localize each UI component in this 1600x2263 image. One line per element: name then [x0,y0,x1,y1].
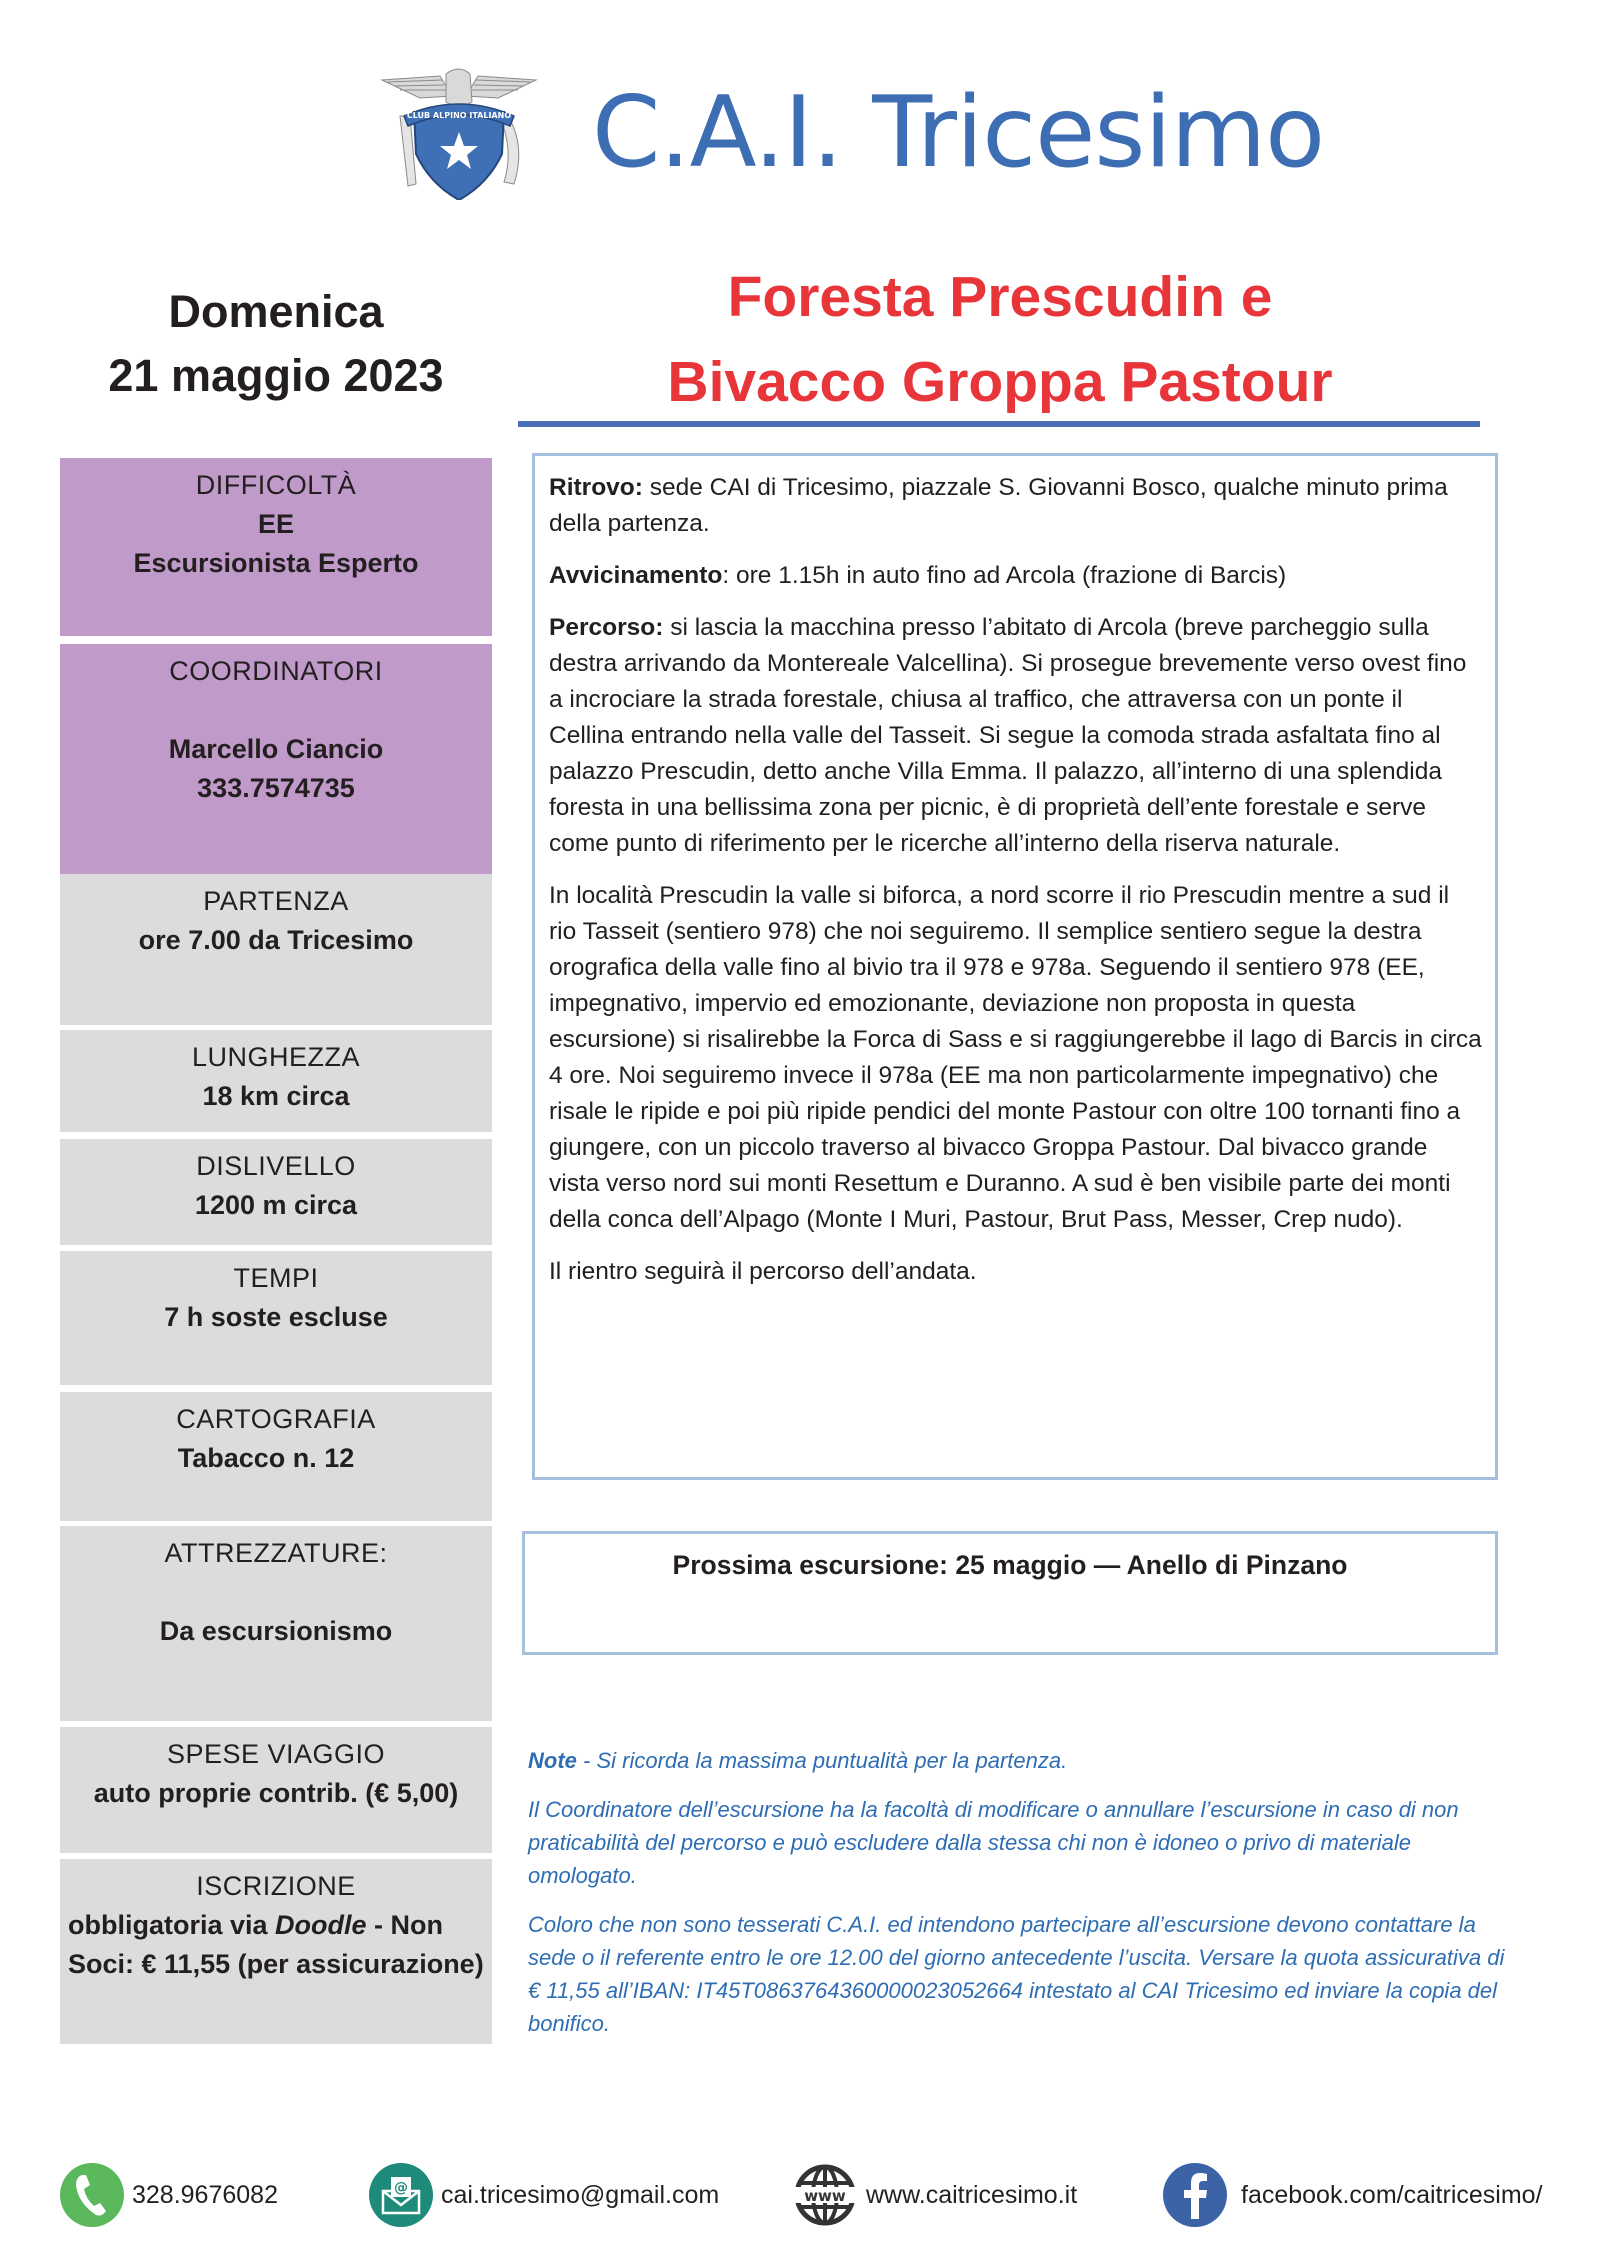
non-member-paragraph: Coloro che non sono tesserati C.A.I. ed intendono partecipare all’escursione devono contattare la sede o il referente entro le ore 12.00 del giorno antecedente l’uscita. Versare la quota assicurativa di € 11,55 all’IBAN: IT45T0863764360000023052664 intestato al CAI Tricesimo ed inviare la copia del bonifico. [528,1912,1505,2036]
info-label: SPESE VIAGGIO [166,1739,386,1769]
note-text: - Si ricorda la massima puntualità per la partenza. [576,1748,1068,1773]
event-title [520,255,1480,425]
info-box-coordinators [60,644,492,874]
info-label: DIFFICOLTÀ [195,470,357,500]
note-label: Note [528,1748,577,1773]
approach-paragraph [549,558,1483,594]
facebook-url[interactable]: facebook.com/caitricesimo/ [1241,2180,1543,2209]
info-box-travel-costs [60,1727,492,1853]
svg-text:www: www [804,2187,846,2205]
meeting-point-text: sede CAI di Tricesimo, piazzale S. Giovanni Bosco, qualche minuto prima della partenza. [549,474,1448,537]
info-box-cartography [60,1392,492,1521]
email-icon [369,2163,433,2227]
globe-www-icon [792,2163,858,2227]
organization-title: C.A.I. Tricesimo [592,76,1325,190]
info-label: ATTREZZATURE: [164,1538,388,1568]
info-label: DISLIVELLO [196,1151,356,1181]
footer-phone[interactable] [60,2160,278,2230]
approach-text: : ore 1.15h in auto fino ad Arcola (frazione di Barcis) [722,562,1287,589]
info-label: COORDINATORI [169,656,383,686]
footer-facebook[interactable] [1163,2160,1543,2230]
note-paragraph [528,1744,1518,1777]
phone-number[interactable]: 328.9676082 [132,2180,278,2209]
info-label: ISCRIZIONE [196,1871,356,1901]
info-box-registration [60,1859,492,2044]
meeting-point-label: Ritrovo: [549,474,643,501]
info-label: LUNGHEZZA [191,1042,361,1072]
info-value: 18 km circa [202,1081,350,1111]
route-label: Percorso: [549,614,664,641]
route-text: si lascia la macchina presso l’abitato di Arcola (breve parcheggio sulla destra arrivando da Montereale Valcellina). Si prosegue brevemente verso ovest fino a incrociare la strada forestale, chiusa al traffico, che attraversa con un ponte il Cellina entrando nella valle del Tasseit. Si segue la comoda strada asfaltata fino al palazzo Prescudin, detto anche Villa Emma. Il palazzo, all’interno di una splendida foresta in una bellissima zona per picnic, è di proprietà dell’ente forestale e serve come punto di riferimento per le ricerche all’interno della riserva naturale. [549,614,1467,857]
cai-logo [380,66,538,200]
svg-text:@: @ [394,2180,408,2196]
coordinator-rights-paragraph: Il Coordinatore dell’escursione ha la facoltà di modificare o annullare l’escursione in caso di non praticabilità del percorso e può escludere dalla stessa chi non è idoneo o privo di materiale omologato. [528,1797,1459,1888]
meeting-point-paragraph [549,470,1483,542]
info-box-elevation-gain [60,1139,492,1245]
info-value: Escursionista Esperto [133,548,419,578]
info-label: TEMPI [233,1263,319,1293]
website-url[interactable]: www.caitricesimo.it [866,2180,1078,2209]
doodle-link[interactable]: Doodle [275,1910,367,1940]
svg-text:CLUB ALPINO ITALIANO: CLUB ALPINO ITALIANO [406,111,512,120]
footer-website[interactable] [792,2160,1077,2230]
facebook-icon [1163,2163,1227,2227]
event-date [60,280,492,408]
info-value: Tabacco n. 12 [177,1443,355,1473]
registration-text: obbligatoria via [68,1910,276,1940]
event-title-line2: Bivacco Groppa Pastour [667,350,1333,414]
footer-email[interactable] [369,2160,719,2230]
route-paragraph [549,610,1483,862]
info-box-length [60,1030,492,1132]
notes-section [528,1744,1518,2056]
info-box-equipment [60,1526,492,1721]
email-address[interactable]: cai.tricesimo@gmail.com [441,2180,720,2209]
info-value: Da escursionismo [159,1616,393,1646]
event-title-line1: Foresta Prescudin e [727,265,1273,329]
next-excursion-box [522,1531,1498,1655]
coordinator-name: Marcello Ciancio [168,734,384,764]
info-label: PARTENZA [203,886,349,916]
registration-text-2: - Non Soci: € 11,55 (per assicurazione) [68,1910,484,1979]
phone-icon [60,2163,124,2227]
return-paragraph: Il rientro seguirà il percorso dell’andata. [549,1258,977,1285]
title-divider [518,421,1480,427]
approach-label: Avvicinamento [549,562,723,589]
info-value: ore 7.00 da Tricesimo [138,925,414,955]
info-value: 7 h soste escluse [164,1302,388,1332]
route-detail-paragraph: In località Prescudin la valle si biforca, a nord scorre il rio Prescudin mentre a sud il rio Tasseit (sentiero 978) che noi seguiremo. Il semplice sentiero segue la destra orografica della valle fino al bivio tra il 978 e 978a. Seguendo il sentiero 978 (EE, impegnativo, impervio ed emozionante, deviazione non proposta in questa escursione) si risalirebbe la Forca di Sass e si raggiungerebbe il lago di Barcis in circa 4 ore. Noi seguiremo invece il 978a (EE ma non particolarmente impegnativo) che risale le ripide e poi più ripide pendici del monte Pastour con oltre 100 tornanti fino a giungere, con un piccolo traverso al bivacco Groppa Pastour. Dal bivacco grande vista verso nord sui monti Resettum e Duranno. A sud è ben visibile parte dei monti della conca dell’Alpago (Monte I Muri, Pastour, Brut Pass, Messer, Crep nudo). [549,882,1482,1233]
info-box-times [60,1251,492,1385]
description-box [532,453,1498,1480]
info-box-difficulty [60,458,492,636]
info-value: auto proprie contrib. (€ 5,00) [93,1778,459,1808]
info-box-departure [60,874,492,1025]
next-excursion-text: Prossima escursione: 25 maggio — Anello di Pinzano [672,1550,1348,1580]
event-date-value: 21 maggio 2023 [108,350,444,401]
coordinator-phone: 333.7574735 [197,773,355,803]
event-day: Domenica [168,286,384,337]
info-value: 1200 m circa [194,1190,358,1220]
info-value: EE [257,509,295,539]
info-label: CARTOGRAFIA [176,1404,376,1434]
info-value [60,1906,492,1984]
